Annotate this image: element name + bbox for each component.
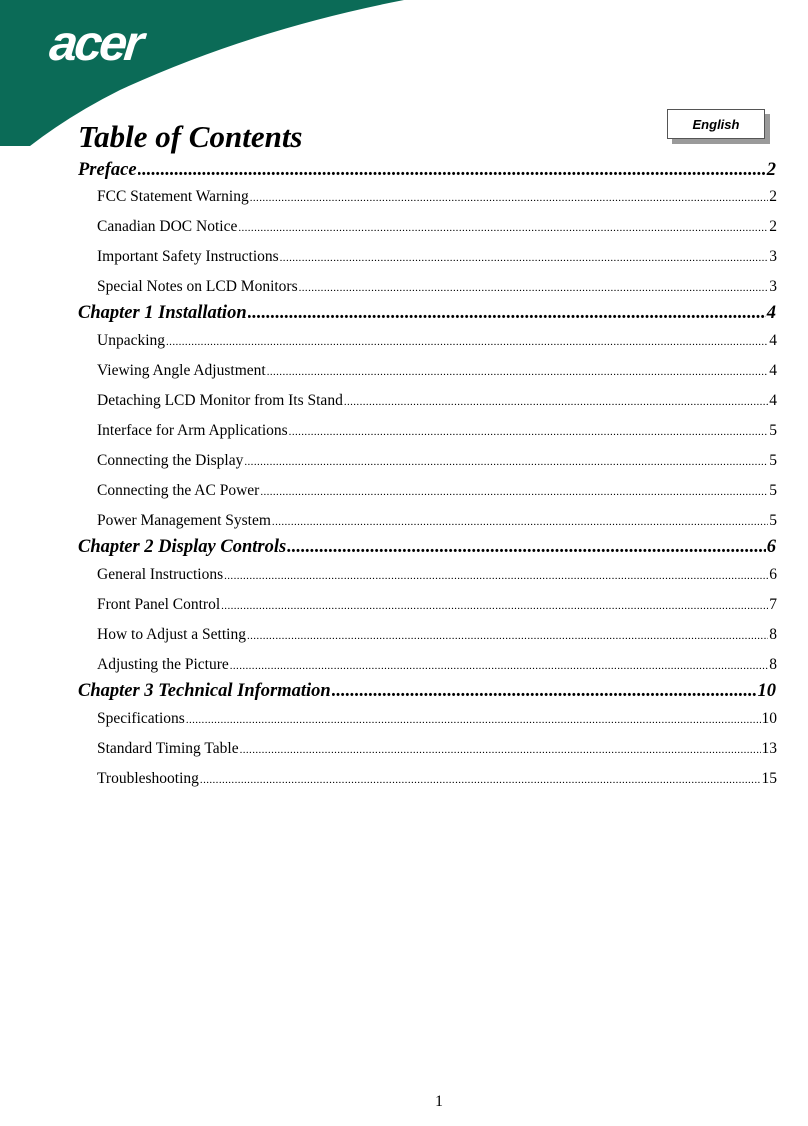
toc-dot-leader <box>289 422 769 440</box>
toc-page-number: 13 <box>761 740 777 757</box>
toc-entry-label: Interface for Arm Applications <box>97 422 288 439</box>
toc-page-number: 2 <box>769 188 777 205</box>
toc-dot-leader <box>230 656 769 674</box>
toc-dot-leader <box>166 332 768 350</box>
toc-chapter-row[interactable] <box>78 681 776 702</box>
toc-dot-leader <box>260 482 768 500</box>
toc-dot-leader <box>138 160 766 181</box>
toc-page-number: 4 <box>769 362 777 379</box>
toc-entry-label: Connecting the AC Power <box>97 482 260 499</box>
toc-entry-label: Unpacking <box>97 332 166 349</box>
toc-dot-leader <box>186 710 761 728</box>
toc-section-row[interactable] <box>97 278 777 296</box>
toc-entry-label: FCC Statement Warning <box>97 188 249 205</box>
toc-section-row[interactable] <box>97 512 777 530</box>
toc-page-number: 7 <box>769 596 777 613</box>
toc-page-number: 5 <box>769 482 777 499</box>
toc-page-number: 2 <box>769 218 777 235</box>
toc-dot-leader <box>238 218 768 236</box>
toc-entry-label: Viewing Angle Adjustment <box>97 362 266 379</box>
toc-page-number: 15 <box>761 770 777 787</box>
toc-dot-leader <box>240 740 761 758</box>
toc-chapter-row[interactable] <box>78 537 776 558</box>
language-label: English <box>692 116 740 132</box>
toc-dot-leader <box>272 512 768 530</box>
page-title: Table of Contents <box>78 119 303 154</box>
toc-section-row[interactable] <box>97 392 777 410</box>
toc-page-number: 2 <box>766 160 776 180</box>
toc-dot-leader <box>287 537 766 558</box>
toc-dot-leader <box>248 303 766 324</box>
toc-section-row[interactable] <box>97 482 777 500</box>
toc-entry-label: Power Management System <box>97 512 271 529</box>
toc-dot-leader <box>280 248 769 266</box>
toc-dot-leader <box>299 278 769 296</box>
toc-chapter-row[interactable] <box>78 303 776 324</box>
toc-entry-label: Detaching LCD Monitor from Its Stand <box>97 392 343 409</box>
toc-page-number: 3 <box>769 278 777 295</box>
toc-page-number: 8 <box>769 656 777 673</box>
toc-entry-label: How to Adjust a Setting <box>97 626 246 643</box>
toc-page-number: 4 <box>769 392 777 409</box>
toc-section-row[interactable] <box>97 248 777 266</box>
acer-logo: acer <box>47 15 144 71</box>
toc-section-row[interactable] <box>97 566 777 584</box>
toc-entry-label: Front Panel Control <box>97 596 221 613</box>
toc-entry-label: Important Safety Instructions <box>97 248 279 265</box>
toc-chapter-row[interactable] <box>78 160 776 181</box>
toc-page-number: 4 <box>766 303 776 323</box>
toc-entry-label: Connecting the Display <box>97 452 244 469</box>
toc-dot-leader <box>250 188 769 206</box>
toc-section-row[interactable] <box>97 740 777 758</box>
toc-entry-label: Adjusting the Picture <box>97 656 229 673</box>
toc-section-row[interactable] <box>97 362 777 380</box>
toc-entry-label: Preface <box>78 160 137 180</box>
toc-dot-leader <box>221 596 768 614</box>
toc-entry-label: Standard Timing Table <box>97 740 239 757</box>
toc-section-row[interactable] <box>97 422 777 440</box>
toc-entry-label: Chapter 3 Technical Information <box>78 681 331 701</box>
toc-page-number: 4 <box>769 332 777 349</box>
toc-section-row[interactable] <box>97 626 777 644</box>
toc-dot-leader <box>247 626 768 644</box>
toc-page-number: 3 <box>769 248 777 265</box>
page-number: 1 <box>435 1093 443 1110</box>
toc-dot-leader <box>332 681 757 702</box>
toc-page-number: 5 <box>769 422 777 439</box>
toc-section-row[interactable] <box>97 770 777 788</box>
toc-section-row[interactable] <box>97 188 777 206</box>
toc-page-number: 10 <box>761 710 777 727</box>
toc-entry-label: General Instructions <box>97 566 224 583</box>
toc-section-row[interactable] <box>97 710 777 728</box>
toc-page-number: 6 <box>769 566 777 583</box>
toc-section-row[interactable] <box>97 332 777 350</box>
toc-page-number: 5 <box>769 452 777 469</box>
toc-entry-label: Special Notes on LCD Monitors <box>97 278 298 295</box>
toc-entry-label: Chapter 2 Display Controls <box>78 537 287 557</box>
toc-section-row[interactable] <box>97 452 777 470</box>
toc-page-number: 8 <box>769 626 777 643</box>
toc-section-row[interactable] <box>97 656 777 674</box>
toc-entry-label: Troubleshooting <box>97 770 199 787</box>
toc-dot-leader <box>267 362 769 380</box>
toc-entry-label: Specifications <box>97 710 185 727</box>
toc-entry-label: Chapter 1 Installation <box>78 303 247 323</box>
toc-dot-leader <box>344 392 768 410</box>
toc-entry-label: Canadian DOC Notice <box>97 218 238 235</box>
toc-dot-leader <box>200 770 761 788</box>
toc-dot-leader <box>224 566 768 584</box>
toc-dot-leader <box>244 452 768 470</box>
language-badge <box>667 109 765 139</box>
toc-section-row[interactable] <box>97 218 777 236</box>
toc-page-number: 5 <box>769 512 777 529</box>
toc-page-number: 6 <box>766 537 776 557</box>
toc-page-number: 10 <box>757 681 776 701</box>
toc-section-row[interactable] <box>97 596 777 614</box>
